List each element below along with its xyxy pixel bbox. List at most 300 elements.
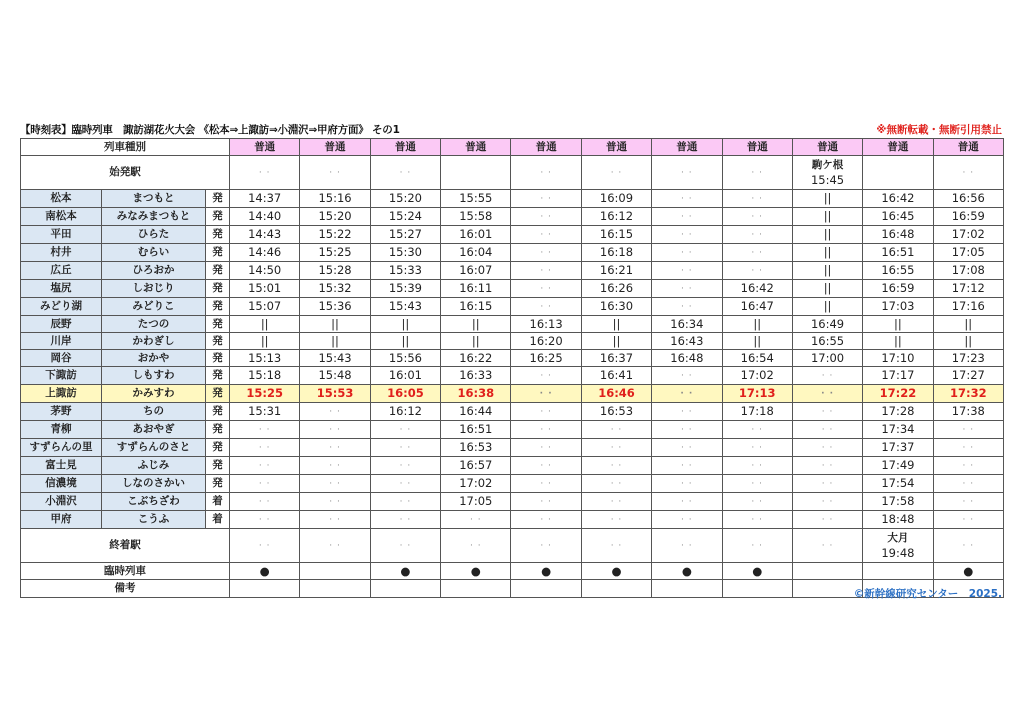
origin-cell — [370, 156, 440, 190]
no-stop-mark: · · — [681, 248, 693, 259]
time-cell — [652, 403, 722, 421]
time-cell: 16:01 — [370, 367, 440, 385]
time-cell: 15:01 — [230, 280, 300, 298]
time-cell: 17:54 — [863, 475, 933, 493]
train-type-cell: 普通 — [581, 139, 651, 156]
time-cell — [300, 493, 370, 511]
no-stop-mark: · · — [962, 443, 975, 454]
time-cell — [722, 421, 792, 439]
time-cell: || — [863, 316, 933, 333]
time-cell: 17:12 — [933, 280, 1003, 298]
time-cell — [722, 475, 792, 493]
arrival-departure-mark: 発 — [206, 316, 230, 333]
time-cell: 16:59 — [933, 208, 1003, 226]
train-type-cell: 普通 — [230, 139, 300, 156]
arrival-departure-mark: 発 — [206, 421, 230, 439]
time-cell — [581, 475, 651, 493]
remarks-cell — [230, 580, 300, 597]
train-type-cell: 普通 — [792, 139, 862, 156]
time-cell: 16:15 — [441, 298, 511, 316]
station-name: 甲府 — [21, 511, 102, 529]
time-cell — [511, 511, 581, 529]
station-row — [21, 511, 1004, 529]
station-row — [21, 457, 1004, 475]
time-cell: 15:56 — [370, 350, 440, 367]
time-cell — [933, 511, 1003, 529]
terminal-cell — [300, 529, 370, 563]
no-stop-mark: · · — [258, 443, 271, 454]
time-cell: 16:43 — [652, 333, 722, 350]
no-stop-mark: · · — [399, 515, 412, 526]
time-cell — [792, 475, 862, 493]
station-name: 広丘 — [21, 262, 102, 280]
terminal-cell — [652, 529, 722, 563]
time-cell: || — [370, 316, 440, 333]
no-stop-mark: · · — [540, 168, 552, 179]
station-row — [21, 439, 1004, 457]
time-cell: 17:18 — [722, 403, 792, 421]
time-cell: || — [230, 316, 300, 333]
time-cell: 16:37 — [581, 350, 651, 367]
time-cell — [511, 298, 581, 316]
time-cell: 16:47 — [722, 298, 792, 316]
arrival-departure-mark: 発 — [206, 457, 230, 475]
no-stop-mark: · · — [539, 389, 553, 400]
time-cell: 16:53 — [441, 439, 511, 457]
station-kana: おかや — [102, 350, 206, 367]
time-cell — [792, 439, 862, 457]
time-cell: 16:22 — [441, 350, 511, 367]
no-stop-mark: · · — [258, 497, 271, 508]
terminal-cell — [230, 529, 300, 563]
terminal-time: 19:48 — [881, 545, 915, 560]
station-kana: すずらんのさと — [102, 439, 206, 457]
no-stop-mark: · · — [751, 515, 763, 526]
time-cell: 16:51 — [863, 244, 933, 262]
station-name: 上諏訪 — [21, 385, 102, 403]
time-cell — [792, 493, 862, 511]
remarks-cell — [300, 580, 370, 597]
time-cell — [722, 511, 792, 529]
time-cell — [722, 439, 792, 457]
timetable — [20, 138, 1004, 598]
time-cell — [581, 439, 651, 457]
no-stop-mark: · · — [751, 168, 763, 179]
time-cell: || — [441, 333, 511, 350]
no-stop-mark: · · — [610, 497, 623, 508]
time-cell: 16:45 — [863, 208, 933, 226]
time-cell — [722, 262, 792, 280]
station-kana: たつの — [102, 316, 206, 333]
time-cell: 16:13 — [511, 316, 581, 333]
no-stop-mark: · · — [962, 541, 975, 552]
no-stop-mark: · · — [751, 248, 763, 259]
time-cell: 17:34 — [863, 421, 933, 439]
no-stop-mark: · · — [540, 541, 552, 552]
origin-cell — [722, 156, 792, 190]
no-stop-mark: · · — [399, 461, 412, 472]
time-cell: 16:18 — [581, 244, 651, 262]
time-cell: 17:00 — [792, 350, 862, 367]
station-row — [21, 244, 1004, 262]
no-stop-mark: · · — [962, 515, 975, 526]
no-stop-mark: · · — [329, 443, 341, 454]
time-cell: 16:48 — [652, 350, 722, 367]
no-stop-mark: · · — [610, 461, 623, 472]
arrival-departure-mark: 発 — [206, 333, 230, 350]
time-cell: 17:49 — [863, 457, 933, 475]
no-stop-mark: · · — [329, 407, 341, 418]
time-cell — [581, 511, 651, 529]
time-cell — [792, 403, 862, 421]
terminal-cell — [581, 529, 651, 563]
station-row — [21, 385, 1004, 403]
time-cell — [652, 208, 722, 226]
arrival-departure-mark: 発 — [206, 367, 230, 385]
time-cell: 16:44 — [441, 403, 511, 421]
time-cell: 14:50 — [230, 262, 300, 280]
station-name: 塩尻 — [21, 280, 102, 298]
time-cell — [792, 511, 862, 529]
terminal-cell — [792, 529, 862, 563]
origin-cell — [230, 156, 300, 190]
station-row — [21, 493, 1004, 511]
no-stop-mark: · · — [821, 515, 834, 526]
time-cell — [652, 244, 722, 262]
train-type-row — [21, 139, 1004, 156]
no-stop-mark: · · — [681, 443, 693, 454]
train-type-cell: 普通 — [441, 139, 511, 156]
time-cell — [792, 457, 862, 475]
time-cell — [300, 511, 370, 529]
terminal-cell — [863, 529, 933, 563]
no-stop-mark: · · — [821, 371, 834, 382]
no-stop-mark: · · — [258, 425, 271, 436]
time-cell: 17:10 — [863, 350, 933, 367]
page-title: 【時刻表】臨時列車 諏訪湖花火大会 《松本⇒上諏訪⇒小淵沢⇒甲府方面》 その1 — [20, 124, 400, 136]
no-stop-mark: · · — [680, 389, 694, 400]
time-cell — [230, 493, 300, 511]
time-cell: || — [441, 316, 511, 333]
no-stop-mark: · · — [258, 541, 271, 552]
no-stop-mark: · · — [540, 302, 552, 313]
station-name: 下諏訪 — [21, 367, 102, 385]
time-cell: 17:02 — [933, 226, 1003, 244]
station-name: みどり湖 — [21, 298, 102, 316]
arrival-departure-mark: 着 — [206, 511, 230, 529]
station-row — [21, 403, 1004, 421]
time-cell — [511, 226, 581, 244]
station-row — [21, 475, 1004, 493]
no-stop-mark: · · — [751, 266, 763, 277]
time-cell — [652, 226, 722, 244]
no-stop-mark: · · — [399, 541, 412, 552]
origin-cell — [792, 156, 862, 190]
time-cell: 14:37 — [230, 190, 300, 208]
train-type-cell: 普通 — [370, 139, 440, 156]
time-cell — [230, 439, 300, 457]
station-name: 信濃境 — [21, 475, 102, 493]
time-cell: 15:07 — [230, 298, 300, 316]
special-train-mark — [792, 563, 862, 580]
time-cell — [511, 439, 581, 457]
station-row — [21, 262, 1004, 280]
terminal-cell — [722, 529, 792, 563]
station-kana: しもすわ — [102, 367, 206, 385]
time-cell — [370, 493, 440, 511]
remarks-cell — [581, 580, 651, 597]
remarks-cell — [722, 580, 792, 597]
time-cell: 15:16 — [300, 190, 370, 208]
no-stop-mark: · · — [751, 541, 763, 552]
time-cell: 16:42 — [722, 280, 792, 298]
remarks-cell — [370, 580, 440, 597]
station-kana: かみすわ — [102, 385, 206, 403]
time-cell — [933, 493, 1003, 511]
special-train-mark: ● — [933, 563, 1003, 580]
arrival-departure-mark: 発 — [206, 350, 230, 367]
time-cell — [652, 439, 722, 457]
time-cell: 16:09 — [581, 190, 651, 208]
terminal-station-name: 大月 — [887, 531, 909, 544]
time-cell — [511, 367, 581, 385]
time-cell: 15:43 — [370, 298, 440, 316]
time-cell: 15:43 — [300, 350, 370, 367]
station-kana: かわぎし — [102, 333, 206, 350]
time-cell: 17:05 — [441, 493, 511, 511]
no-stop-mark: · · — [681, 407, 693, 418]
time-cell — [722, 226, 792, 244]
no-stop-mark: · · — [540, 371, 552, 382]
time-cell — [511, 385, 581, 403]
time-cell: || — [230, 333, 300, 350]
time-cell — [370, 421, 440, 439]
time-cell: || — [792, 208, 862, 226]
station-row — [21, 208, 1004, 226]
station-name: 富士見 — [21, 457, 102, 475]
no-stop-mark: · · — [540, 230, 552, 241]
no-stop-mark: · · — [610, 425, 623, 436]
no-stop-mark: · · — [962, 497, 975, 508]
time-cell: 17:22 — [863, 385, 933, 403]
station-name: 茅野 — [21, 403, 102, 421]
no-stop-mark: · · — [681, 541, 693, 552]
station-kana: ひらた — [102, 226, 206, 244]
no-stop-mark: · · — [681, 425, 693, 436]
time-cell — [652, 367, 722, 385]
station-name: 南松本 — [21, 208, 102, 226]
train-type-label: 列車種別 — [21, 139, 230, 156]
time-cell: 15:20 — [300, 208, 370, 226]
origin-cell — [933, 156, 1003, 190]
time-cell — [652, 493, 722, 511]
time-cell — [652, 475, 722, 493]
time-cell: || — [722, 316, 792, 333]
time-cell — [792, 367, 862, 385]
time-cell: 16:55 — [792, 333, 862, 350]
arrival-departure-mark: 発 — [206, 190, 230, 208]
time-cell: 16:20 — [511, 333, 581, 350]
station-kana: まつもと — [102, 190, 206, 208]
time-cell: 15:25 — [300, 244, 370, 262]
no-stop-mark: · · — [399, 168, 412, 179]
origin-label: 始発駅 — [21, 156, 230, 190]
no-stop-mark: · · — [540, 497, 552, 508]
time-cell — [300, 439, 370, 457]
train-type-cell: 普通 — [863, 139, 933, 156]
copyright-footer: ©新幹線研究センター 2025. — [853, 588, 1002, 600]
time-cell — [511, 262, 581, 280]
special-train-mark: ● — [581, 563, 651, 580]
no-stop-mark: · · — [540, 479, 552, 490]
time-cell: 17:32 — [933, 385, 1003, 403]
train-type-cell: 普通 — [511, 139, 581, 156]
time-cell — [652, 457, 722, 475]
special-train-mark — [300, 563, 370, 580]
no-stop-mark: · · — [681, 168, 693, 179]
time-cell: || — [792, 280, 862, 298]
station-kana: しなのさかい — [102, 475, 206, 493]
no-stop-mark: · · — [821, 461, 834, 472]
time-cell — [792, 385, 862, 403]
remarks-cell — [792, 580, 862, 597]
no-stop-mark: · · — [751, 461, 763, 472]
time-cell — [722, 190, 792, 208]
time-cell: 15:30 — [370, 244, 440, 262]
time-cell — [230, 511, 300, 529]
time-cell — [933, 421, 1003, 439]
time-cell: || — [933, 316, 1003, 333]
no-stop-mark: · · — [540, 515, 552, 526]
no-stop-mark: · · — [399, 425, 412, 436]
no-stop-mark: · · — [540, 212, 552, 223]
origin-cell — [511, 156, 581, 190]
time-cell: 17:27 — [933, 367, 1003, 385]
time-cell: 17:13 — [722, 385, 792, 403]
no-stop-mark: · · — [399, 479, 412, 490]
time-cell — [300, 475, 370, 493]
station-name: 岡谷 — [21, 350, 102, 367]
station-row — [21, 421, 1004, 439]
origin-cell — [863, 156, 933, 190]
time-cell — [300, 403, 370, 421]
origin-cell — [300, 156, 370, 190]
time-cell — [792, 421, 862, 439]
time-cell — [652, 511, 722, 529]
time-cell: 16:26 — [581, 280, 651, 298]
station-name: 平田 — [21, 226, 102, 244]
time-cell: 16:51 — [441, 421, 511, 439]
no-stop-mark: · · — [821, 389, 835, 400]
time-cell: 16:12 — [581, 208, 651, 226]
no-stop-mark: · · — [751, 443, 763, 454]
time-cell — [652, 280, 722, 298]
time-cell: 15:18 — [230, 367, 300, 385]
station-row — [21, 226, 1004, 244]
time-cell: 15:27 — [370, 226, 440, 244]
time-cell — [722, 457, 792, 475]
station-name: 青柳 — [21, 421, 102, 439]
origin-row — [21, 156, 1004, 190]
no-stop-mark: · · — [821, 425, 834, 436]
special-train-mark: ● — [370, 563, 440, 580]
time-cell: 17:05 — [933, 244, 1003, 262]
time-cell: 15:33 — [370, 262, 440, 280]
time-cell: 16:55 — [863, 262, 933, 280]
arrival-departure-mark: 発 — [206, 475, 230, 493]
no-stop-mark: · · — [821, 407, 834, 418]
time-cell — [511, 421, 581, 439]
time-cell: 15:13 — [230, 350, 300, 367]
station-row — [21, 298, 1004, 316]
station-kana: しおじり — [102, 280, 206, 298]
origin-cell — [652, 156, 722, 190]
time-cell — [370, 511, 440, 529]
time-cell: || — [792, 262, 862, 280]
time-cell: 15:20 — [370, 190, 440, 208]
no-stop-mark: · · — [681, 302, 693, 313]
station-name: 村井 — [21, 244, 102, 262]
time-cell: 17:03 — [863, 298, 933, 316]
no-stop-mark: · · — [540, 425, 552, 436]
time-cell — [652, 190, 722, 208]
no-stop-mark: · · — [540, 284, 552, 295]
no-stop-mark: · · — [962, 168, 975, 179]
time-cell: 14:46 — [230, 244, 300, 262]
time-cell — [511, 457, 581, 475]
time-cell: || — [933, 333, 1003, 350]
no-stop-mark: · · — [258, 168, 271, 179]
special-train-row — [21, 563, 1004, 580]
no-stop-mark: · · — [399, 497, 412, 508]
origin-station-name: 駒ケ根 — [811, 158, 844, 171]
time-cell: || — [581, 316, 651, 333]
time-cell: 16:05 — [370, 385, 440, 403]
time-cell: 17:16 — [933, 298, 1003, 316]
no-stop-mark: · · — [751, 230, 763, 241]
time-cell: 16:48 — [863, 226, 933, 244]
time-cell: 16:30 — [581, 298, 651, 316]
time-cell: || — [792, 298, 862, 316]
station-name: 辰野 — [21, 316, 102, 333]
time-cell — [511, 208, 581, 226]
arrival-departure-mark: 発 — [206, 298, 230, 316]
arrival-departure-mark: 発 — [206, 385, 230, 403]
time-cell — [511, 475, 581, 493]
no-stop-mark: · · — [821, 497, 834, 508]
arrival-departure-mark: 発 — [206, 208, 230, 226]
time-cell: || — [370, 333, 440, 350]
time-cell: 15:22 — [300, 226, 370, 244]
station-kana: ひろおか — [102, 262, 206, 280]
time-cell: 17:38 — [933, 403, 1003, 421]
terminal-cell — [933, 529, 1003, 563]
time-cell — [511, 493, 581, 511]
no-stop-mark: · · — [681, 266, 693, 277]
station-kana: むらい — [102, 244, 206, 262]
time-cell: || — [300, 316, 370, 333]
no-stop-mark: · · — [610, 479, 623, 490]
time-cell — [933, 439, 1003, 457]
terminal-cell — [370, 529, 440, 563]
special-train-mark: ● — [652, 563, 722, 580]
time-cell — [441, 511, 511, 529]
no-stop-mark: · · — [751, 212, 763, 223]
no-stop-mark: · · — [469, 541, 482, 552]
time-cell: 15:58 — [441, 208, 511, 226]
station-kana: ちの — [102, 403, 206, 421]
remarks-cell — [511, 580, 581, 597]
